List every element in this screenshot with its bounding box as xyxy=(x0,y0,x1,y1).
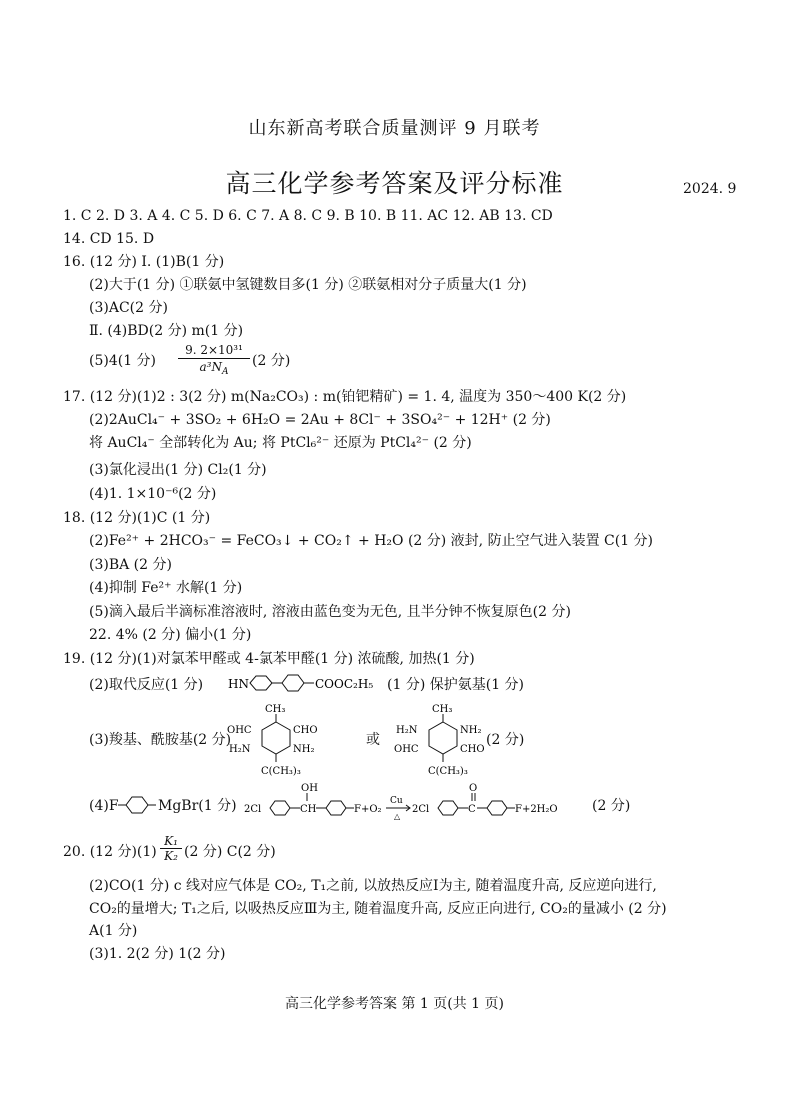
q17-line-4: (3)氯化浸出(1 分) Cl₂(1 分) xyxy=(89,462,267,478)
q16-line-4: Ⅱ. (4)BD(2 分) m(1 分) xyxy=(89,323,244,339)
q20-line-1-tail: (2 分) C(2 分) xyxy=(184,844,276,860)
q19-line-2-tail: (1 分) 保护氨基(1 分) xyxy=(387,677,525,693)
q16-line-2: (2)大于(1 分) ①联氨中氢键数目多(1 分) ②联氨相对分子质量大(1 分) xyxy=(89,277,527,293)
svg-text:C(CH₃)₃: C(CH₃)₃ xyxy=(261,766,301,777)
mol-label-hn: HN xyxy=(228,677,249,691)
q18-line-6: 22. 4% (2 分) 偏小(1 分) xyxy=(89,627,252,643)
svg-text:2Cl: 2Cl xyxy=(412,804,430,815)
svg-text:OH: OH xyxy=(301,783,318,794)
svg-text:OHC: OHC xyxy=(227,725,252,736)
choice-answers-line-1: 1. C 2. D 3. A 4. C 5. D 6. C 7. A 8. C 9. B 10. B 11. AC 12. AB 13. CD xyxy=(63,208,553,224)
q19-line-4: (4)F xyxy=(89,798,119,814)
or-label: 或 xyxy=(366,732,380,748)
svg-text:C: C xyxy=(468,804,476,815)
svg-text:CHO: CHO xyxy=(460,744,485,755)
q18-line-2: (2)Fe²⁺ + 2HCO₃⁻ = FeCO₃↓ + CO₂↑ + H₂O (2 分) 液封, 防止空气进入装置 C(1 分) xyxy=(89,533,654,549)
svg-text:△: △ xyxy=(394,812,401,821)
q18-line-5: (5)滴入最后半滴标准溶液时, 溶液由蓝色变为无色, 且半分钟不恢复原色(2 分) xyxy=(89,604,571,620)
q16-density-fraction xyxy=(178,342,250,375)
q19-grignard: MgBr(1 分) xyxy=(158,798,237,814)
fraction-denominator: $a^3N_A$ xyxy=(199,360,229,377)
svg-text:NH₂: NH₂ xyxy=(293,744,315,755)
svg-text:2Cl: 2Cl xyxy=(244,804,262,815)
svg-text:OHC: OHC xyxy=(394,744,419,755)
q18-line-4: (4)抑制 Fe²⁺ 水解(1 分) xyxy=(89,580,243,596)
fraction-numerator: 9. 2×10³¹ xyxy=(178,342,250,359)
q20-line-4: A(1 分) xyxy=(89,923,138,939)
q20-line-1: 20. (12 分)(1) xyxy=(63,844,157,860)
svg-text:NH₂: NH₂ xyxy=(460,725,482,736)
q20-k-fraction xyxy=(160,834,182,863)
q16-line-3: (3)AC(2 分) xyxy=(89,300,168,316)
svg-text:CH: CH xyxy=(300,804,317,815)
q20-line-2: (2)CO(1 分) c 线对应气体是 CO₂, T₁之前, 以放热反应Ⅰ为主, 随着温度升高, 反应逆向进行, xyxy=(89,878,657,894)
q17-line-5: (4)1. 1×10⁻⁶(2 分) xyxy=(89,486,217,502)
benzene-ring-grignard xyxy=(118,793,158,819)
oxidation-reaction xyxy=(244,782,594,822)
structure-option-1 xyxy=(225,700,355,778)
svg-text:C(CH₃)₃: C(CH₃)₃ xyxy=(428,766,468,777)
svg-text:CH₃: CH₃ xyxy=(265,704,286,715)
q19-line-4-score: (2 分) xyxy=(592,798,631,814)
benzene-ring xyxy=(282,675,304,691)
q16-line-1: 16. (12 分) Ⅰ. (1)B(1 分) xyxy=(63,254,225,270)
choice-answers-line-2: 14. CD 15. D xyxy=(63,231,155,247)
k2: K₂ xyxy=(164,849,178,863)
q18-line-1: 18. (12 分)(1)C (1 分) xyxy=(63,510,211,526)
q20-line-5: (3)1. 2(2 分) 1(2 分) xyxy=(89,946,226,962)
svg-text:H₂N: H₂N xyxy=(396,725,418,736)
svg-text:F+O₂: F+O₂ xyxy=(354,804,382,815)
q17-line-3: 将 AuCl₄⁻ 全部转化为 Au; 将 PtCl₆²⁻ 还原为 PtCl₄²⁻ (2 分) xyxy=(89,435,472,451)
q19-line-3-score: (2 分) xyxy=(486,732,525,748)
svg-text:CH₃: CH₃ xyxy=(432,704,453,715)
svg-text:CHO: CHO xyxy=(293,725,318,736)
page-title: 高三化学参考答案及评分标准 xyxy=(225,169,564,198)
q18-line-3: (3)BA (2 分) xyxy=(89,557,172,573)
svg-text:O: O xyxy=(469,783,478,794)
page-footer: 高三化学参考答案 第 1 页(共 1 页) xyxy=(285,996,504,1012)
q17-line-2: (2)2AuCl₄⁻ + 3SO₂ + 6H₂O = 2Au + 8Cl⁻ + 3SO₄²⁻ + 12H⁺ (2 分) xyxy=(89,412,551,428)
q19-line-2: (2)取代反应(1 分) xyxy=(89,677,204,693)
svg-text:Cu: Cu xyxy=(390,796,403,806)
k1: K₁ xyxy=(160,834,182,849)
svg-text:F+2H₂O: F+2H₂O xyxy=(515,804,558,815)
q16-line-5: (5)4(1 分) xyxy=(89,353,157,369)
piperazine-ring xyxy=(250,676,272,690)
mol-label-ester: COOC₂H₅ xyxy=(315,677,374,691)
piperazine-benzoate-structure xyxy=(228,671,388,697)
svg-text:H₂N: H₂N xyxy=(229,744,251,755)
q20-line-3: CO₂的量增大; T₁之后, 以吸热反应Ⅲ为主, 随着温度升高, 反应正向进行, CO₂的量减小 (2 分) xyxy=(89,901,667,917)
q19-line-1: 19. (12 分)(1)对氯苯甲醛或 4-氯苯甲醛(1 分) 浓硫酸, 加热(1 分) xyxy=(63,651,475,667)
q16-line-5-score: (2 分) xyxy=(252,353,291,369)
q19-line-3: (3)羧基、酰胺基(2 分) xyxy=(89,732,232,748)
exam-date: 2024. 9 xyxy=(683,181,737,197)
exam-name: 山东新高考联合质量测评 9 月联考 xyxy=(248,118,541,139)
q17-line-1: 17. (12 分)(1)2 : 3(2 分) m(Na₂CO₃) : m(铂钯精矿) = 1. 4, 温度为 350～400 K(2 分) xyxy=(63,389,627,405)
